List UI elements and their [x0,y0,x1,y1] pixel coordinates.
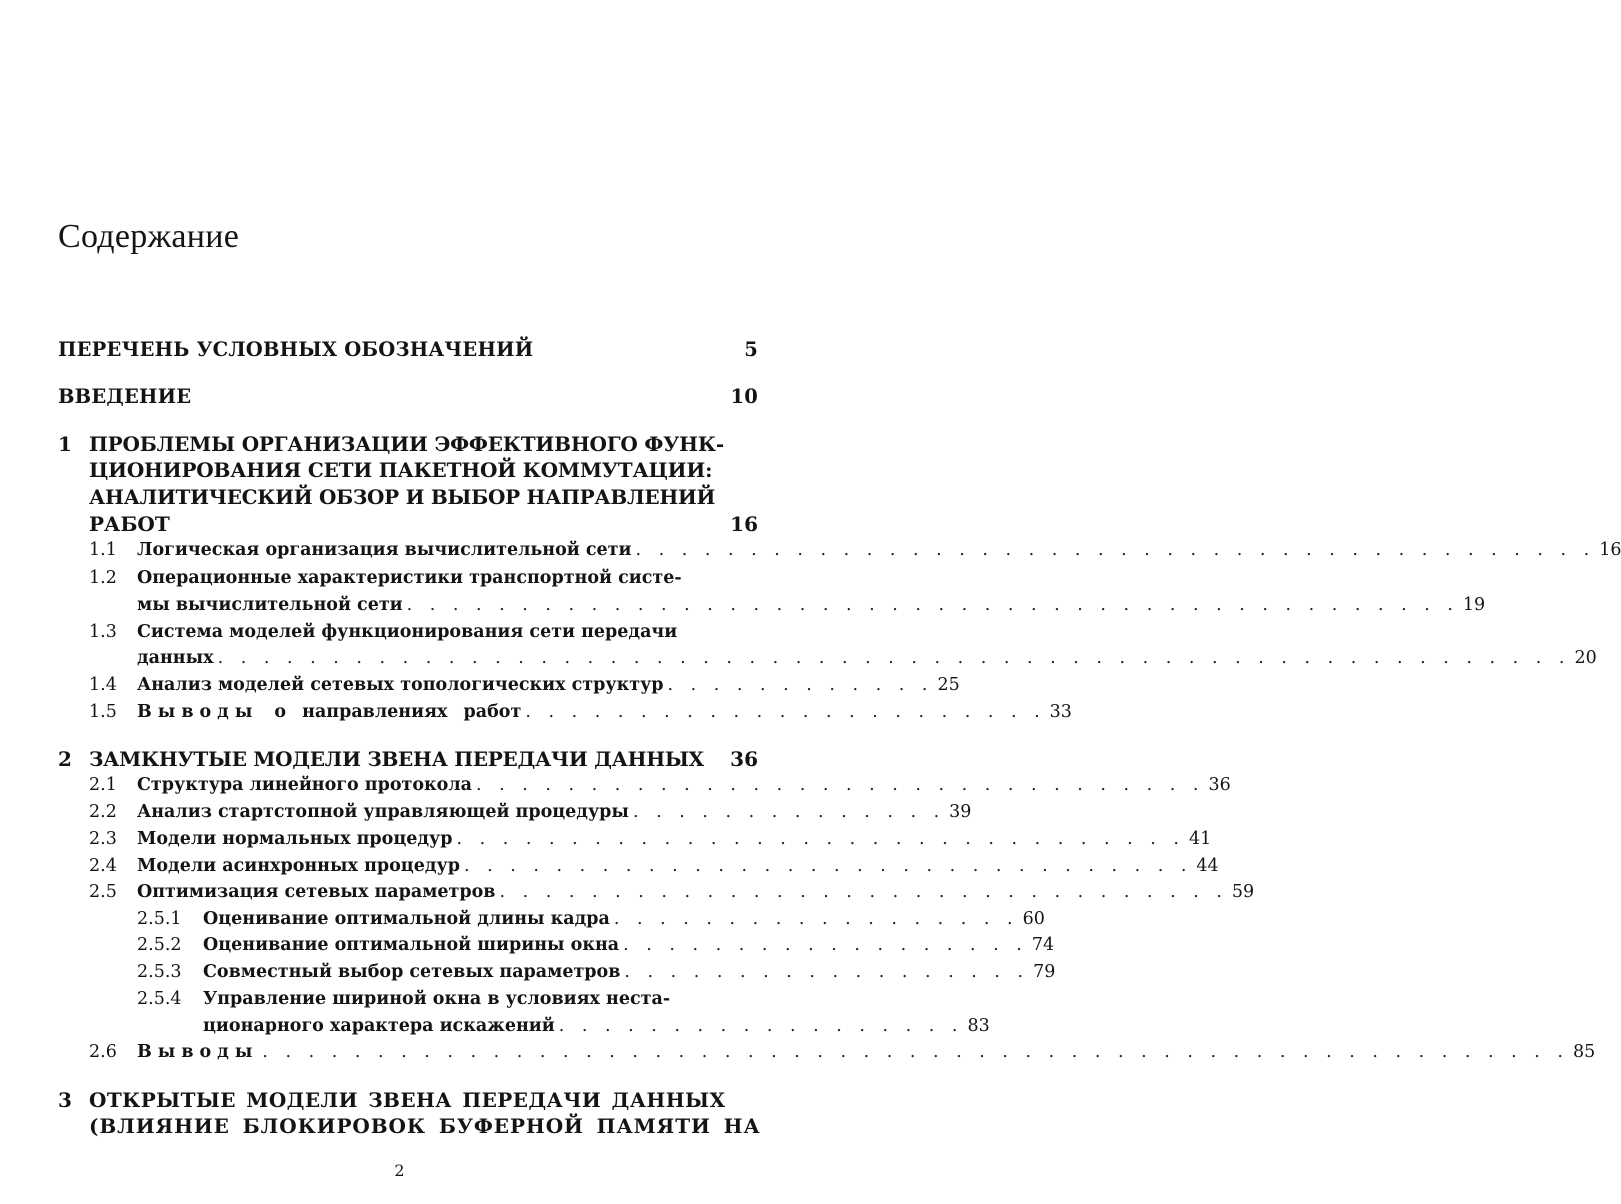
section-page: 36 [1208,775,1231,795]
subsection-page: 79 [1033,962,1056,982]
subsection-page: 83 [967,1016,990,1036]
chapter-title-line: ПРОБЛЕМЫ ОРГАНИЗАЦИИ ЭФФЕКТИВНОГО ФУНК- [89,432,724,456]
dot-leader: . . . . . . . . . . . . . . . . . . . . . . . . . . . . . . . . [456,829,1185,849]
subsection-label: Совместный выбор сетевых параметров [203,962,621,982]
toc-section-2-3[interactable] [89,829,1212,849]
section-number: 2.6 [89,1042,117,1062]
section-number: 2.2 [89,802,117,822]
section-page: 16 [1599,540,1621,560]
toc-section-1-4[interactable] [89,675,960,695]
dot-leader: . . . . . . . . . . . . . . . . . . . . . . . . . . . . . . . . . . . . . . . . . . . . . . [406,595,1459,615]
toc-section-1-1[interactable] [89,540,1621,560]
dot-leader: . . . . . . . . . . . . . . . . . . . . . . . . . . . . . . . . [499,882,1228,902]
section-label: Анализ стартстопной управляющей процедуры [137,802,629,822]
section-page: 44 [1196,856,1219,876]
page-number: 2 [394,1161,405,1180]
toc-entry-page: 10 [730,385,758,408]
chapter-page: 36 [730,747,758,771]
chapter-number: 3 [58,1088,72,1112]
section-number: 1.1 [89,540,117,560]
subsection-label-line: Управление шириной окна в условиях неста- [203,989,671,1009]
toc-entry-symbols[interactable] [58,338,758,361]
toc-chapter-2[interactable] [58,747,758,771]
toc-subsection-2-5-3[interactable] [137,962,1056,982]
section-page: 85 [1572,1042,1596,1062]
section-number: 2.4 [89,856,117,876]
toc-entry-label: ПЕРЕЧЕНЬ УСЛОВНЫХ ОБОЗНАЧЕНИЙ [58,338,534,361]
toc-section-1-5[interactable] [89,702,1072,722]
section-number: 2.5 [89,882,117,902]
dot-leader: . . . . . . . . . . . . . . . . . . . . . . . . . . . . . . . . . . . . . . . . . . . . . . . . . . . . . . . . . [262,1042,1569,1062]
section-number: 1.2 [89,568,117,588]
toc-section-2-6[interactable] [89,1042,1596,1062]
section-page: 59 [1231,882,1255,902]
section-page: 25 [937,675,960,695]
chapter-number: 2 [58,747,72,771]
dot-leader: . . . . . . . . . . . . . . . . . . . . . . . . . . . . . . . . . . . . . . . . . . [635,540,1596,560]
section-label: Логическая организация вычислительной сети [137,540,632,560]
subsection-number: 2.5.1 [137,909,182,929]
subsection-number: 2.5.4 [137,989,182,1009]
section-page: 33 [1049,702,1072,722]
toc-entry-introduction[interactable] [58,385,758,408]
subsection-page: 74 [1031,935,1055,955]
section-last-line [137,648,1597,668]
chapter-title-line: АНАЛИТИЧЕСКИЙ ОБЗОР И ВЫБОР НАПРАВЛЕНИЙ [89,485,716,509]
toc-entry-page: 5 [744,338,758,361]
toc-section-2-1[interactable] [89,775,1231,795]
subsection-label: Оценивание оптимальной длины кадра [203,909,610,929]
subsection-last-line [203,1016,990,1036]
section-number: 1.5 [89,702,117,722]
dot-leader: . . . . . . . . . . . . [667,675,934,695]
toc-subsection-2-5-2[interactable] [137,935,1055,955]
toc-entry-label: ВВЕДЕНИЕ [58,385,192,408]
toc-subsection-2-5-1[interactable] [137,909,1045,929]
section-number: 1.4 [89,675,117,695]
dot-leader: . . . . . . . . . . . . . . [632,802,946,822]
section-label: Анализ моделей сетевых топологических структур [137,675,664,695]
section-label: Модели асинхронных процедур [137,856,460,876]
chapter-page: 16 [730,512,758,536]
toc-section-2-2[interactable] [89,802,972,822]
chapter-title-line: ЦИОНИРОВАНИЯ СЕТИ ПАКЕТНОЙ КОММУТАЦИИ: [89,458,713,482]
dot-leader: . . . . . . . . . . . . . . . . . . . . . . . . . . . . . . . . [463,856,1193,876]
subsection-number: 2.5.2 [137,935,182,955]
dot-leader: . . . . . . . . . . . . . . . . . . . . . . . [525,702,1046,722]
section-label: о направлениях работ [274,702,522,722]
section-page: 41 [1188,829,1212,849]
chapter-number: 1 [58,432,72,456]
dot-leader: . . . . . . . . . . . . . . . . . . [624,962,1030,982]
section-number: 2.1 [89,775,117,795]
chapter-title-line: (ВЛИЯНИЕ БЛОКИРОВОК БУФЕРНОЙ ПАМЯТИ НА [89,1114,761,1138]
subsection-label-line: ционарного характера искажений [203,1016,555,1036]
dot-leader: . . . . . . . . . . . . . . . . . . . . . . . . . . . . . . . . . . . . . . . . . . . . . . . . . . . . . . . . . . . [217,648,1571,668]
chapter-title-last-line [89,512,758,536]
section-label-line: данных [137,648,214,668]
section-page: 20 [1574,648,1597,668]
dot-leader: . . . . . . . . . . . . . . . . . . [613,909,1019,929]
chapter-title-line: ОТКРЫТЫЕ МОДЕЛИ ЗВЕНА ПЕРЕДАЧИ ДАННЫХ [89,1088,726,1112]
section-page: 39 [949,802,972,822]
section-number: 1.3 [89,622,117,642]
section-label-spaced: Выводы [137,702,259,722]
section-label: Оптимизация сетевых параметров [137,882,496,902]
chapter-title: ЗАМКНУТЫЕ МОДЕЛИ ЗВЕНА ПЕРЕДАЧИ ДАННЫХ [89,747,704,771]
subsection-number: 2.5.3 [137,962,182,982]
toc-section-2-4[interactable] [89,856,1219,876]
section-label-line: Операционные характеристики транспортной систе- [137,568,682,588]
subsection-page: 60 [1022,909,1045,929]
section-label-spaced: Выводы [137,1042,259,1062]
section-label: Модели нормальных процедур [137,829,453,849]
section-label-line: Система моделей функционирования сети передачи [137,622,678,642]
chapter-title-line: РАБОТ [89,512,170,536]
section-page: 19 [1462,595,1486,615]
subsection-label: Оценивание оптимальной ширины окна [203,935,620,955]
dot-leader: . . . . . . . . . . . . . . . . . . [623,935,1028,955]
dot-leader: . . . . . . . . . . . . . . . . . . . . . . . . . . . . . . . . [476,775,1205,795]
toc-section-2-5[interactable] [89,882,1255,902]
section-label: Структура линейного протокола [137,775,472,795]
section-number: 2.3 [89,829,117,849]
page-title: Содержание [58,218,240,255]
section-label-line: мы вычислительной сети [137,595,403,615]
section-last-line [137,595,1486,615]
dot-leader: . . . . . . . . . . . . . . . . . . [558,1016,964,1036]
